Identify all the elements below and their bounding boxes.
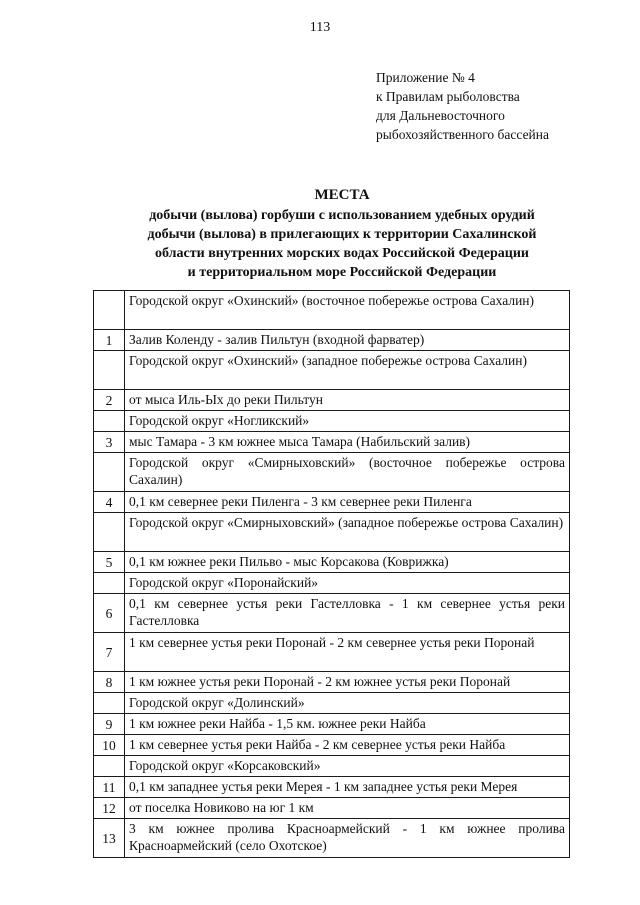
area-name: Городской округ «Охинский» (восточное побережье острова Сахалин) xyxy=(125,291,570,330)
table-row xyxy=(94,672,570,693)
row-number xyxy=(94,351,125,390)
title-main: МЕСТА xyxy=(314,187,370,203)
place-description: 1 км южнее реки Найба - 1,5 км. южнее реки Найба xyxy=(125,714,570,735)
row-number: 7 xyxy=(94,633,125,672)
area-name: Городской округ «Охинский» (западное побережье острова Сахалин) xyxy=(125,351,570,390)
place-description: 0,1 км севернее устья реки Гастелловка - 1 км севернее устья реки Гастелловка xyxy=(125,594,570,633)
row-number: 4 xyxy=(94,492,125,513)
place-description: 0,1 км южнее реки Пильво - мыс Корсакова (Коврижка) xyxy=(125,552,570,573)
title-line: добычи (вылова) горбуши с использованием удебных орудий xyxy=(149,208,535,223)
row-number: 11 xyxy=(94,777,125,798)
table-row-area xyxy=(94,756,570,777)
place-description: 0,1 км севернее реки Пиленга - 3 км севернее реки Пиленга xyxy=(125,492,570,513)
appendix-line: Приложение № 4 xyxy=(376,70,475,85)
table-row xyxy=(94,633,570,672)
area-name: Городской округ «Корсаковский» xyxy=(125,756,570,777)
row-number xyxy=(94,411,125,432)
title-line: области внутренних морских водах Российской Федерации xyxy=(155,246,529,261)
row-number: 9 xyxy=(94,714,125,735)
row-number: 12 xyxy=(94,798,125,819)
row-number xyxy=(94,693,125,714)
table-row xyxy=(94,432,570,453)
row-number: 3 xyxy=(94,432,125,453)
table-row-area xyxy=(94,513,570,552)
row-number xyxy=(94,573,125,594)
place-description: 1 км севернее устья реки Найба - 2 км севернее устья реки Найба xyxy=(125,735,570,756)
title-line: и территориальном море Российской Федерации xyxy=(187,265,497,280)
place-description: 1 км севернее устья реки Поронай - 2 км севернее устья реки Поронай xyxy=(125,633,570,672)
table-row-area xyxy=(94,351,570,390)
appendix-note xyxy=(376,68,626,144)
row-number: 10 xyxy=(94,735,125,756)
appendix-line: рыбохозяйственного бассейна xyxy=(376,127,550,142)
place-description: 3 км южнее пролива Красноармейский - 1 км южнее пролива Красноармейский (село Охотское) xyxy=(125,819,570,858)
title-line: добычи (вылова) в прилегающих к территории Сахалинской xyxy=(147,227,537,242)
table-row xyxy=(94,552,570,573)
table-row-area xyxy=(94,411,570,432)
place-description: 1 км южнее устья реки Поронай - 2 км южнее устья реки Поронай xyxy=(125,672,570,693)
page-number: 113 xyxy=(309,20,331,35)
area-name: Городской округ «Долинский» xyxy=(125,693,570,714)
row-number: 2 xyxy=(94,390,125,411)
table-row xyxy=(94,714,570,735)
row-number: 1 xyxy=(94,330,125,351)
area-name: Городской округ «Поронайский» xyxy=(125,573,570,594)
place-description: 0,1 км западнее устья реки Мерея - 1 км западнее устья реки Мерея xyxy=(125,777,570,798)
table-row xyxy=(94,594,570,633)
row-number xyxy=(94,756,125,777)
table-row xyxy=(94,798,570,819)
place-description: Залив Коленду - залив Пильтун (входной фарватер) xyxy=(125,330,570,351)
area-name: Городской округ «Смирныховский» (восточное побережье острова Сахалин) xyxy=(125,453,570,492)
table-row-area xyxy=(94,693,570,714)
place-description: мыс Тамара - 3 км южнее мыса Тамара (Набильский залив) xyxy=(125,432,570,453)
table-row-area xyxy=(94,453,570,492)
table-row xyxy=(94,492,570,513)
table-row xyxy=(94,330,570,351)
place-description: от мыса Иль-Ых до реки Пильтун xyxy=(125,390,570,411)
row-number xyxy=(94,513,125,552)
row-number: 5 xyxy=(94,552,125,573)
table-row xyxy=(94,777,570,798)
appendix-line: к Правилам рыболовства xyxy=(376,89,520,104)
fishing-places-table xyxy=(93,290,570,858)
row-number xyxy=(94,291,125,330)
row-number: 13 xyxy=(94,819,125,858)
table-body xyxy=(94,291,570,858)
row-number: 8 xyxy=(94,672,125,693)
document-title xyxy=(90,186,594,282)
table-row xyxy=(94,390,570,411)
row-number xyxy=(94,453,125,492)
appendix-line: для Дальневосточного xyxy=(376,108,505,123)
table-row xyxy=(94,819,570,858)
table-row-area xyxy=(94,291,570,330)
table-row-area xyxy=(94,573,570,594)
area-name: Городской округ «Ногликский» xyxy=(125,411,570,432)
row-number: 6 xyxy=(94,594,125,633)
place-description: от поселка Новиково на юг 1 км xyxy=(125,798,570,819)
area-name: Городской округ «Смирныховский» (западное побережье острова Сахалин) xyxy=(125,513,570,552)
table-row xyxy=(94,735,570,756)
